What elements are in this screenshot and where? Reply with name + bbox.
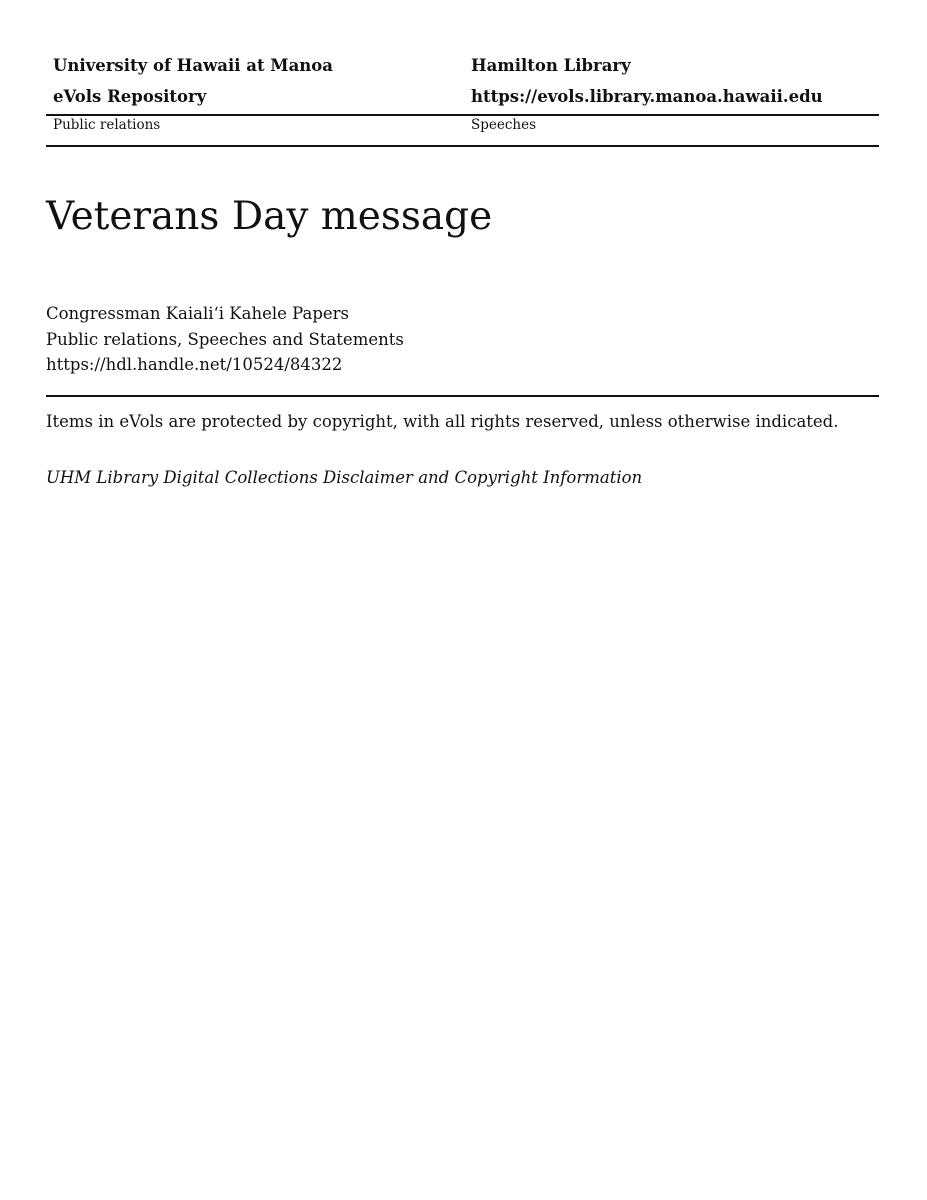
header-row-1 [46, 52, 879, 83]
library-name: Hamilton Library [471, 56, 631, 75]
handle-link[interactable]: https://hdl.handle.net/10524/84322 [46, 355, 343, 375]
header-rule-bottom [46, 145, 879, 147]
category-right: Speeches [471, 117, 537, 133]
header-table [46, 52, 879, 147]
series-name: Public relations, Speeches and Statements [46, 329, 404, 349]
copyright-notice: Items in eVols are protected by copyright, with all rights reserved, unless otherwise indicated. [46, 412, 839, 431]
repository-url-link[interactable]: https://evols.library.manoa.hawaii.edu [471, 87, 823, 106]
divider [46, 395, 879, 397]
disclaimer-link[interactable]: UHM Library Digital Collections Disclaimer and Copyright Information [46, 468, 643, 487]
header-row-3 [46, 116, 879, 145]
repository-name: eVols Repository [53, 87, 207, 106]
page-title: Veterans Day message [46, 194, 493, 239]
document-metadata [46, 301, 404, 378]
collection-name: Congressman Kaiali‘i Kahele Papers [46, 304, 350, 323]
institution-name: University of Hawaii at Manoa [53, 56, 333, 75]
category-left: Public relations [53, 117, 161, 133]
